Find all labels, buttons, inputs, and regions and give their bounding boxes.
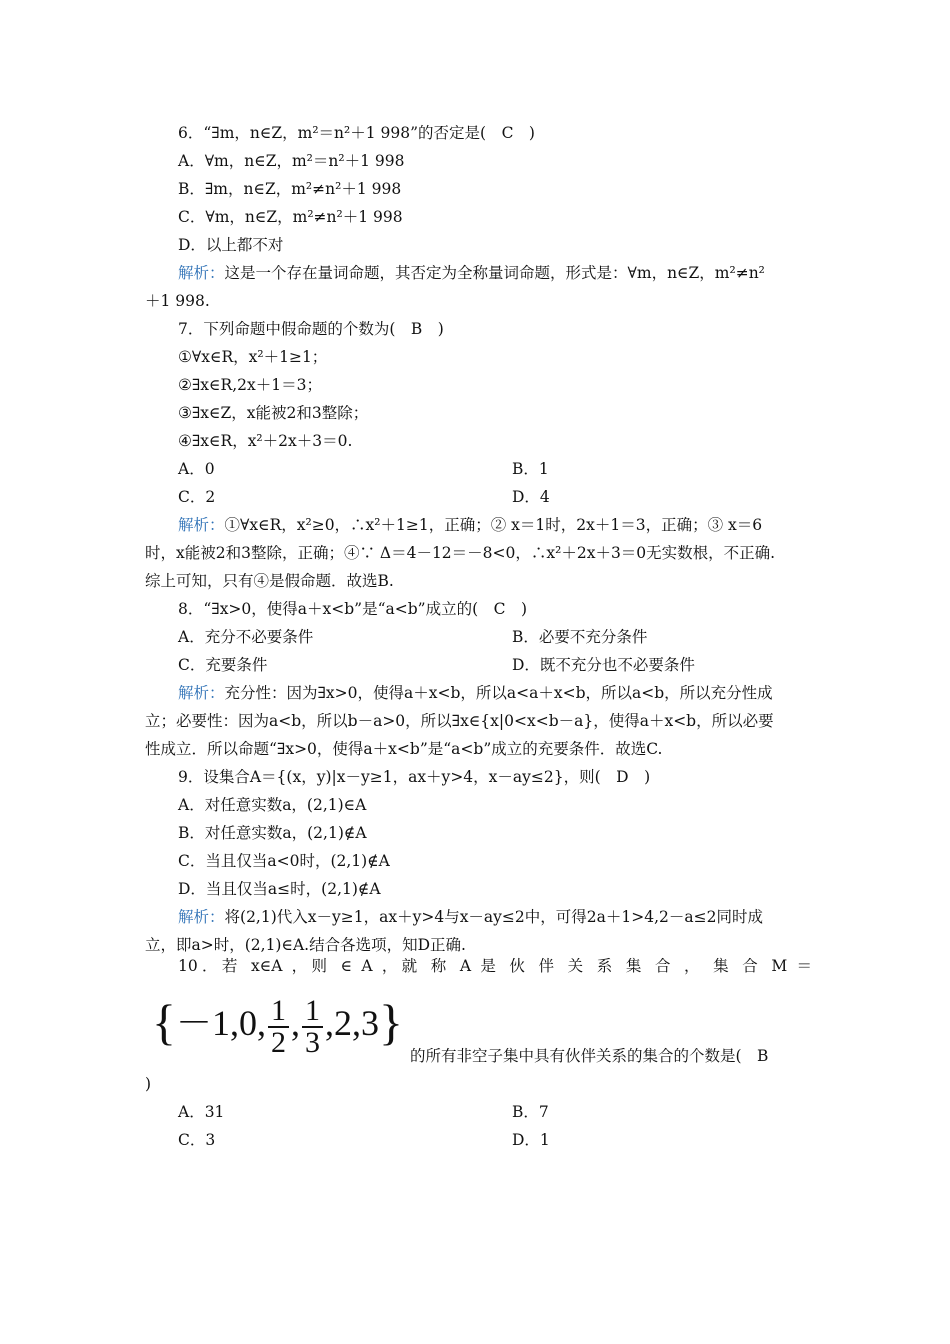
q9-option-b: B．对任意实数a，(2,1)∉A <box>178 824 367 842</box>
q6-option-c: C．∀m，n∈Z，m²≠n²＋1 998 <box>178 208 403 226</box>
q9-stem: 9．设集合A＝{(x，y)|x－y≥1，ax＋y>4，x－ay≤2}，则( D ) <box>178 768 651 786</box>
fraction-one-half: $\frac{1}{2}$ <box>268 996 289 1058</box>
q9-option-c: C．当且仅当a<0时，(2,1)∉A <box>178 852 390 870</box>
q8-option-b: B．必要不充分条件 <box>512 628 648 646</box>
q9-solution-line-2: 立，即a>时，(2,1)∈A.结合各选项，知D正确. <box>145 936 466 954</box>
set-open-brace: { <box>152 994 176 1050</box>
q8-solution-line-1: 解析：充分性：因为∃x>0，使得a＋x<b，所以a<a＋x<b，所以a<b，所以充分性成 <box>178 684 773 702</box>
q7-item-1: ①∀x∈R，x²＋1≥1； <box>178 348 328 366</box>
set-close-brace: } <box>379 994 404 1050</box>
q7-item-3: ③∃x∈Z，x能被2和3整除； <box>178 404 369 422</box>
q6-stem: 6．“∃m，n∈Z，m²＝n²＋1 998”的否定是( C ) <box>178 124 535 142</box>
q8-solution-line-2: 立；必要性：因为a<b，所以b－a>0，所以∃x∈{x|0<x<b－a}，使得a＋x<b，所以必要 <box>145 712 774 730</box>
q6-solution-line-1: 解析：这是一个存在量词命题，其否定为全称量词命题，形式是：∀m，n∈Z，m²≠n² <box>178 264 765 282</box>
q7-stem: 7．下列命题中假命题的个数为( B ) <box>178 320 444 338</box>
q6-solution-line-2: ＋1 998. <box>145 292 210 310</box>
q8-solution-line-3: 性成立．所以命题“∃x>0，使得a＋x<b”是“a<b”成立的充要条件．故选C. <box>145 740 663 758</box>
q7-item-4: ④∃x∈R，x²＋2x＋3＝0. <box>178 432 353 450</box>
q8-option-a: A．充分不必要条件 <box>178 628 314 646</box>
q10-option-d: D．1 <box>512 1131 550 1149</box>
q6-option-b: B．∃m，n∈Z，m²≠n²＋1 998 <box>178 180 402 198</box>
solution-label: 解析： <box>178 684 225 702</box>
q10-option-a: A．31 <box>178 1103 225 1121</box>
q10-stem: 10．若 x∈A ，则 ∈ A ，就 称 A 是 伙 伴 关 系 集 合 ， 集 合 M ＝ <box>178 957 812 975</box>
q7-option-d: D．4 <box>512 488 550 506</box>
q10-option-b: B．7 <box>512 1103 549 1121</box>
q8-stem: 8．“∃x>0，使得a＋x<b”是“a<b”成立的( C ) <box>178 600 528 618</box>
q10-stem-end: ) <box>145 1075 152 1093</box>
q7-option-b: B．1 <box>512 460 549 478</box>
q7-option-a: A．0 <box>178 460 215 478</box>
q6-option-a: A．∀m，n∈Z，m²＝n²＋1 998 <box>178 152 405 170</box>
q9-solution-line-1: 解析：将(2,1)代入x－y≥1，ax＋y>4与x－ay≤2中，可得2a＋1>4,2－a≤2同时成 <box>178 908 763 926</box>
q6-option-d: D．以上都不对 <box>178 236 284 254</box>
set-part-b: ,2,3 <box>325 1003 380 1043</box>
solution-label: 解析： <box>178 908 225 926</box>
q7-item-2: ②∃x∈R,2x＋1＝3； <box>178 376 322 394</box>
fraction-one-third: $\frac{1}{3}$ <box>302 996 323 1058</box>
set-part-a: －1,0, <box>176 1003 267 1043</box>
q7-solution-line-2: 时，x能被2和3整除，正确；④∵ Δ＝4－12＝－8<0，∴x²＋2x＋3＝0无实数根，不正确. <box>145 544 776 562</box>
q10-option-c: C．3 <box>178 1131 216 1149</box>
solution-label: 解析： <box>178 264 225 282</box>
q9-option-a: A．对任意实数a，(2,1)∈A <box>178 796 367 814</box>
q10-set-image: {－1,0, $\frac{1}{2}$ , $\frac{1}{3}$ ,2,3} <box>152 993 404 1059</box>
solution-label: 解析： <box>178 516 225 534</box>
q7-solution-line-3: 综上可知，只有④是假命题．故选B. <box>145 572 394 590</box>
q7-solution-line-1: 解析：①∀x∈R，x²≥0，∴x²＋1≥1，正确；② x＝1时，2x＋1＝3，正确；③ x＝6 <box>178 516 763 534</box>
q9-option-d: D．当且仅当a≤时，(2,1)∉A <box>178 880 381 898</box>
q7-option-c: C．2 <box>178 488 216 506</box>
q8-option-c: C．充要条件 <box>178 656 268 674</box>
q10-stem-continued: 的所有非空子集中具有伙伴关系的集合的个数是( B <box>410 1047 769 1065</box>
q8-option-d: D．既不充分也不必要条件 <box>512 656 695 674</box>
